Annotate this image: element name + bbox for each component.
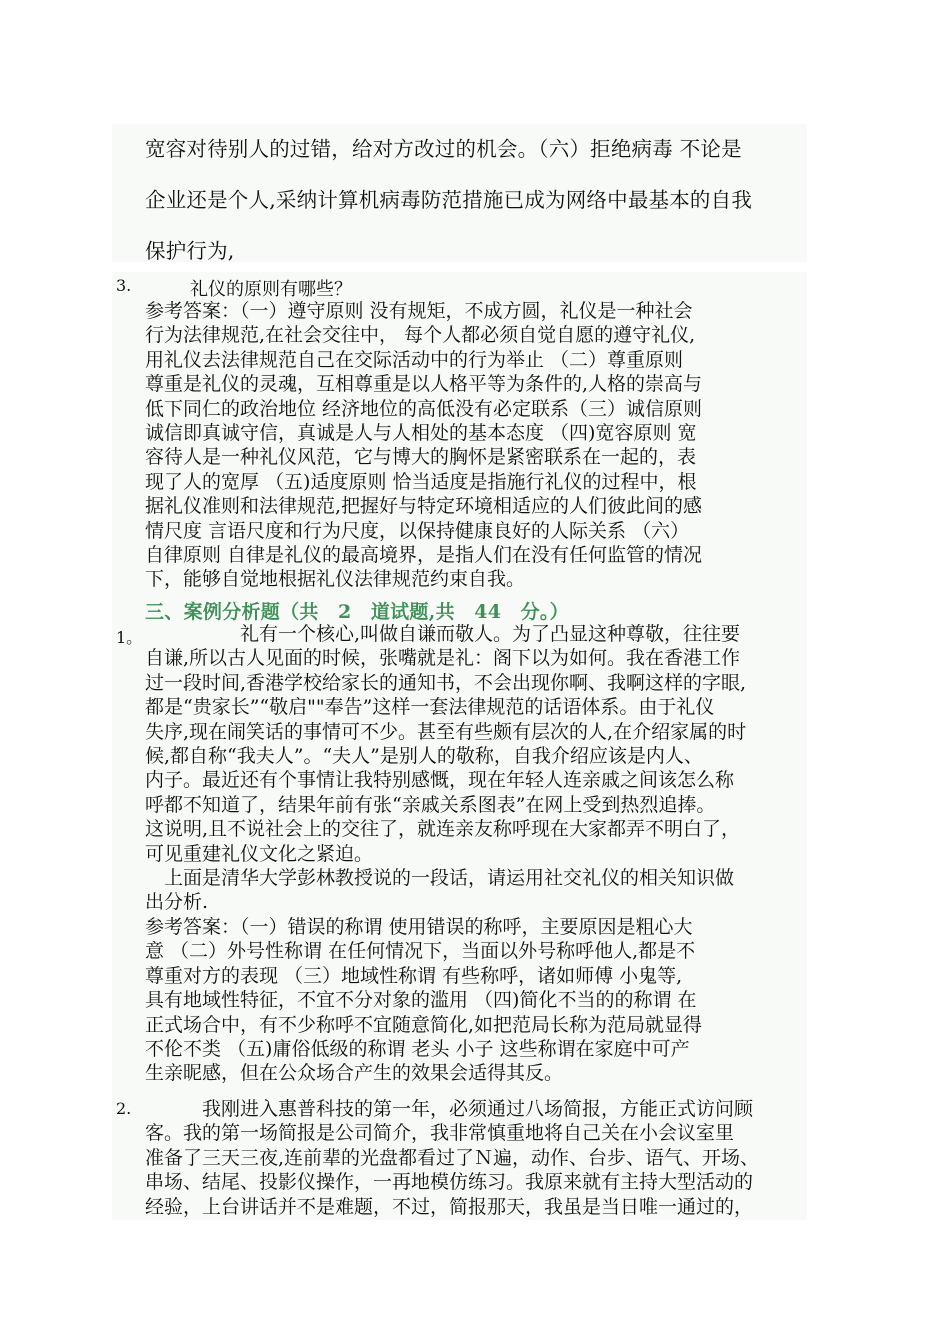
text-line: 失序,现在闹笑话的事情可不少。甚至有些颇有层次的人,在介绍家属的时 <box>145 720 747 743</box>
text-line: 低下同仁的政治地位 经济地位的高低没有必定联系（三）诚信原则 <box>145 397 703 420</box>
text-line: 串场、结尾、投影仪操作，一再地模仿练习。我原来就有主持大型活动的 <box>145 1171 754 1194</box>
text-line: 自律原则 自律是礼仪的最高境界，是指人们在没有任何监管的情况 <box>145 544 703 567</box>
text-line: 呼都不知道了，结果年前有张“亲戚关系图表”在网上受到热烈追捧。 <box>145 793 716 816</box>
text-line: 诚信即真诚守信，真诚是人与人相处的基本态度 （四)宽容原则 宽 <box>145 422 697 445</box>
text-line: 行为法律规范,在社会交往中， 每个人都必须自觉自愿的遵守礼仪, <box>145 324 696 347</box>
text-line: 尊重是礼仪的灵魂，互相尊重是以人格平等为条件的,人格的崇高与 <box>145 373 703 396</box>
text-line: 具有地域性特征，不宜不分对象的滥用 （四)简化不当的的称谓 在 <box>145 989 697 1012</box>
text-line: 下，能够自觉地根据礼仪法律规范约束自我。 <box>145 568 526 591</box>
text-line: 出分析. <box>145 891 209 914</box>
text-line: 情尺度 言语尺度和行为尺度，以保持健康良好的人际关系 （六） <box>145 519 690 542</box>
case-1-text <box>145 622 805 1086</box>
case-number: 1。 <box>116 628 143 647</box>
text-line: 宽容对待别人的过错，给对方改过的机会。（六）拒绝病毒 不论是 <box>145 137 742 161</box>
text-line: 参考答案：（一）错误的称谓 使用错误的称呼，主要原因是粗心大 <box>145 915 693 938</box>
text-line: 据礼仪准则和法律规范,把握好与特定环境相适应的人们彼此间的感 <box>145 495 703 518</box>
question-title: 礼仪的原则有哪些？ <box>190 279 352 300</box>
text-line: 企业还是个人,采纳计算机病毒防范措施已成为网络中最基本的自我 <box>145 188 753 212</box>
text-line: 自谦,所以古人见面的时候，张嘴就是礼：阁下以为如何。我在香港工作 <box>145 647 741 670</box>
text-line: 这说明,且不说社会上的交往了，就连亲友称呼现在大家都弄不明白了， <box>145 818 741 841</box>
text-line: 准备了三天三夜,连前辈的光盘都看过了Ｎ遍，动作、台步、语气、开场、 <box>145 1146 760 1169</box>
question-3-answer <box>145 299 805 592</box>
text-line: 参考答案：（一）遵守原则 没有规矩，不成方圆，礼仪是一种社会 <box>145 300 693 322</box>
text-line: 保护行为, <box>145 239 235 263</box>
question-number: 3. <box>116 276 132 295</box>
text-line: 经验，上台讲话并不是难题，不过，简报那天，我虽是当日唯一通过的， <box>145 1195 754 1218</box>
text-line: 都是“贵家长”“敬启""奉告”这样一套法律规范的话语体系。由于礼仪 <box>145 696 715 719</box>
case-2-text <box>145 1097 805 1219</box>
text-line: 意 （二）外号性称谓 在任何情况下，当面以外号称呼他人,都是不 <box>145 940 696 963</box>
case-number: 2. <box>116 1099 132 1118</box>
text-line: 内子。最近还有个事情让我特别感慨，现在年轻人连亲戚之间该怎么称 <box>145 769 735 792</box>
text-line: 上面是清华大学彭林教授说的一段话，请运用社交礼仪的相关知识做 <box>145 867 735 890</box>
text-line: 过一段时间,香港学校给家长的通知书，不会出现你啊、我啊这样的字眼, <box>145 671 747 694</box>
text-line: 尊重对方的表现 （三）地域性称谓 有些称呼，诸如师傅 小鬼等, <box>145 964 683 987</box>
text-line: 用礼仪去法律规范自己在交际活动中的行为举止 （二）尊重原则 <box>145 348 684 371</box>
text-line: 礼有一个核心,叫做自谦而敬人。为了凸显这种尊敬，往往要 <box>145 623 741 645</box>
text-line: 正式场合中，有不少称呼不宜随意简化,如把范局长称为范局就显得 <box>145 1013 703 1036</box>
section-heading: 三、案例分析题（共 2 道试题,共 44 分。） <box>145 601 569 623</box>
text-line: 客。我的第一场简报是公司简介，我非常慎重地将自己关在小会议室里 <box>145 1122 735 1145</box>
text-line: 不伦不类 （五)庸俗低级的称谓 老头 小子 这些称谓在家庭中可产 <box>145 1037 690 1060</box>
text-line: 容待人是一种礼仪风范，它与博大的胸怀是紧密联系在一起的，表 <box>145 446 697 469</box>
text-line: 我刚进入惠普科技的第一年，必须通过八场简报，方能正式访问顾 <box>145 1098 754 1120</box>
continued-paragraph <box>145 124 805 277</box>
text-line: 候,都自称“我夫人”。“夫人”是别人的敬称，自我介绍应该是内人、 <box>145 745 703 768</box>
text-line: 现了人的宽厚 （五)适度原则 恰当适度是指施行礼仪的过程中，根 <box>145 470 697 493</box>
text-line: 生亲昵感，但在公众场合产生的效果会适得其反。 <box>145 1062 564 1085</box>
text-line: 可见重建礼仪文化之紧迫。 <box>145 842 374 865</box>
